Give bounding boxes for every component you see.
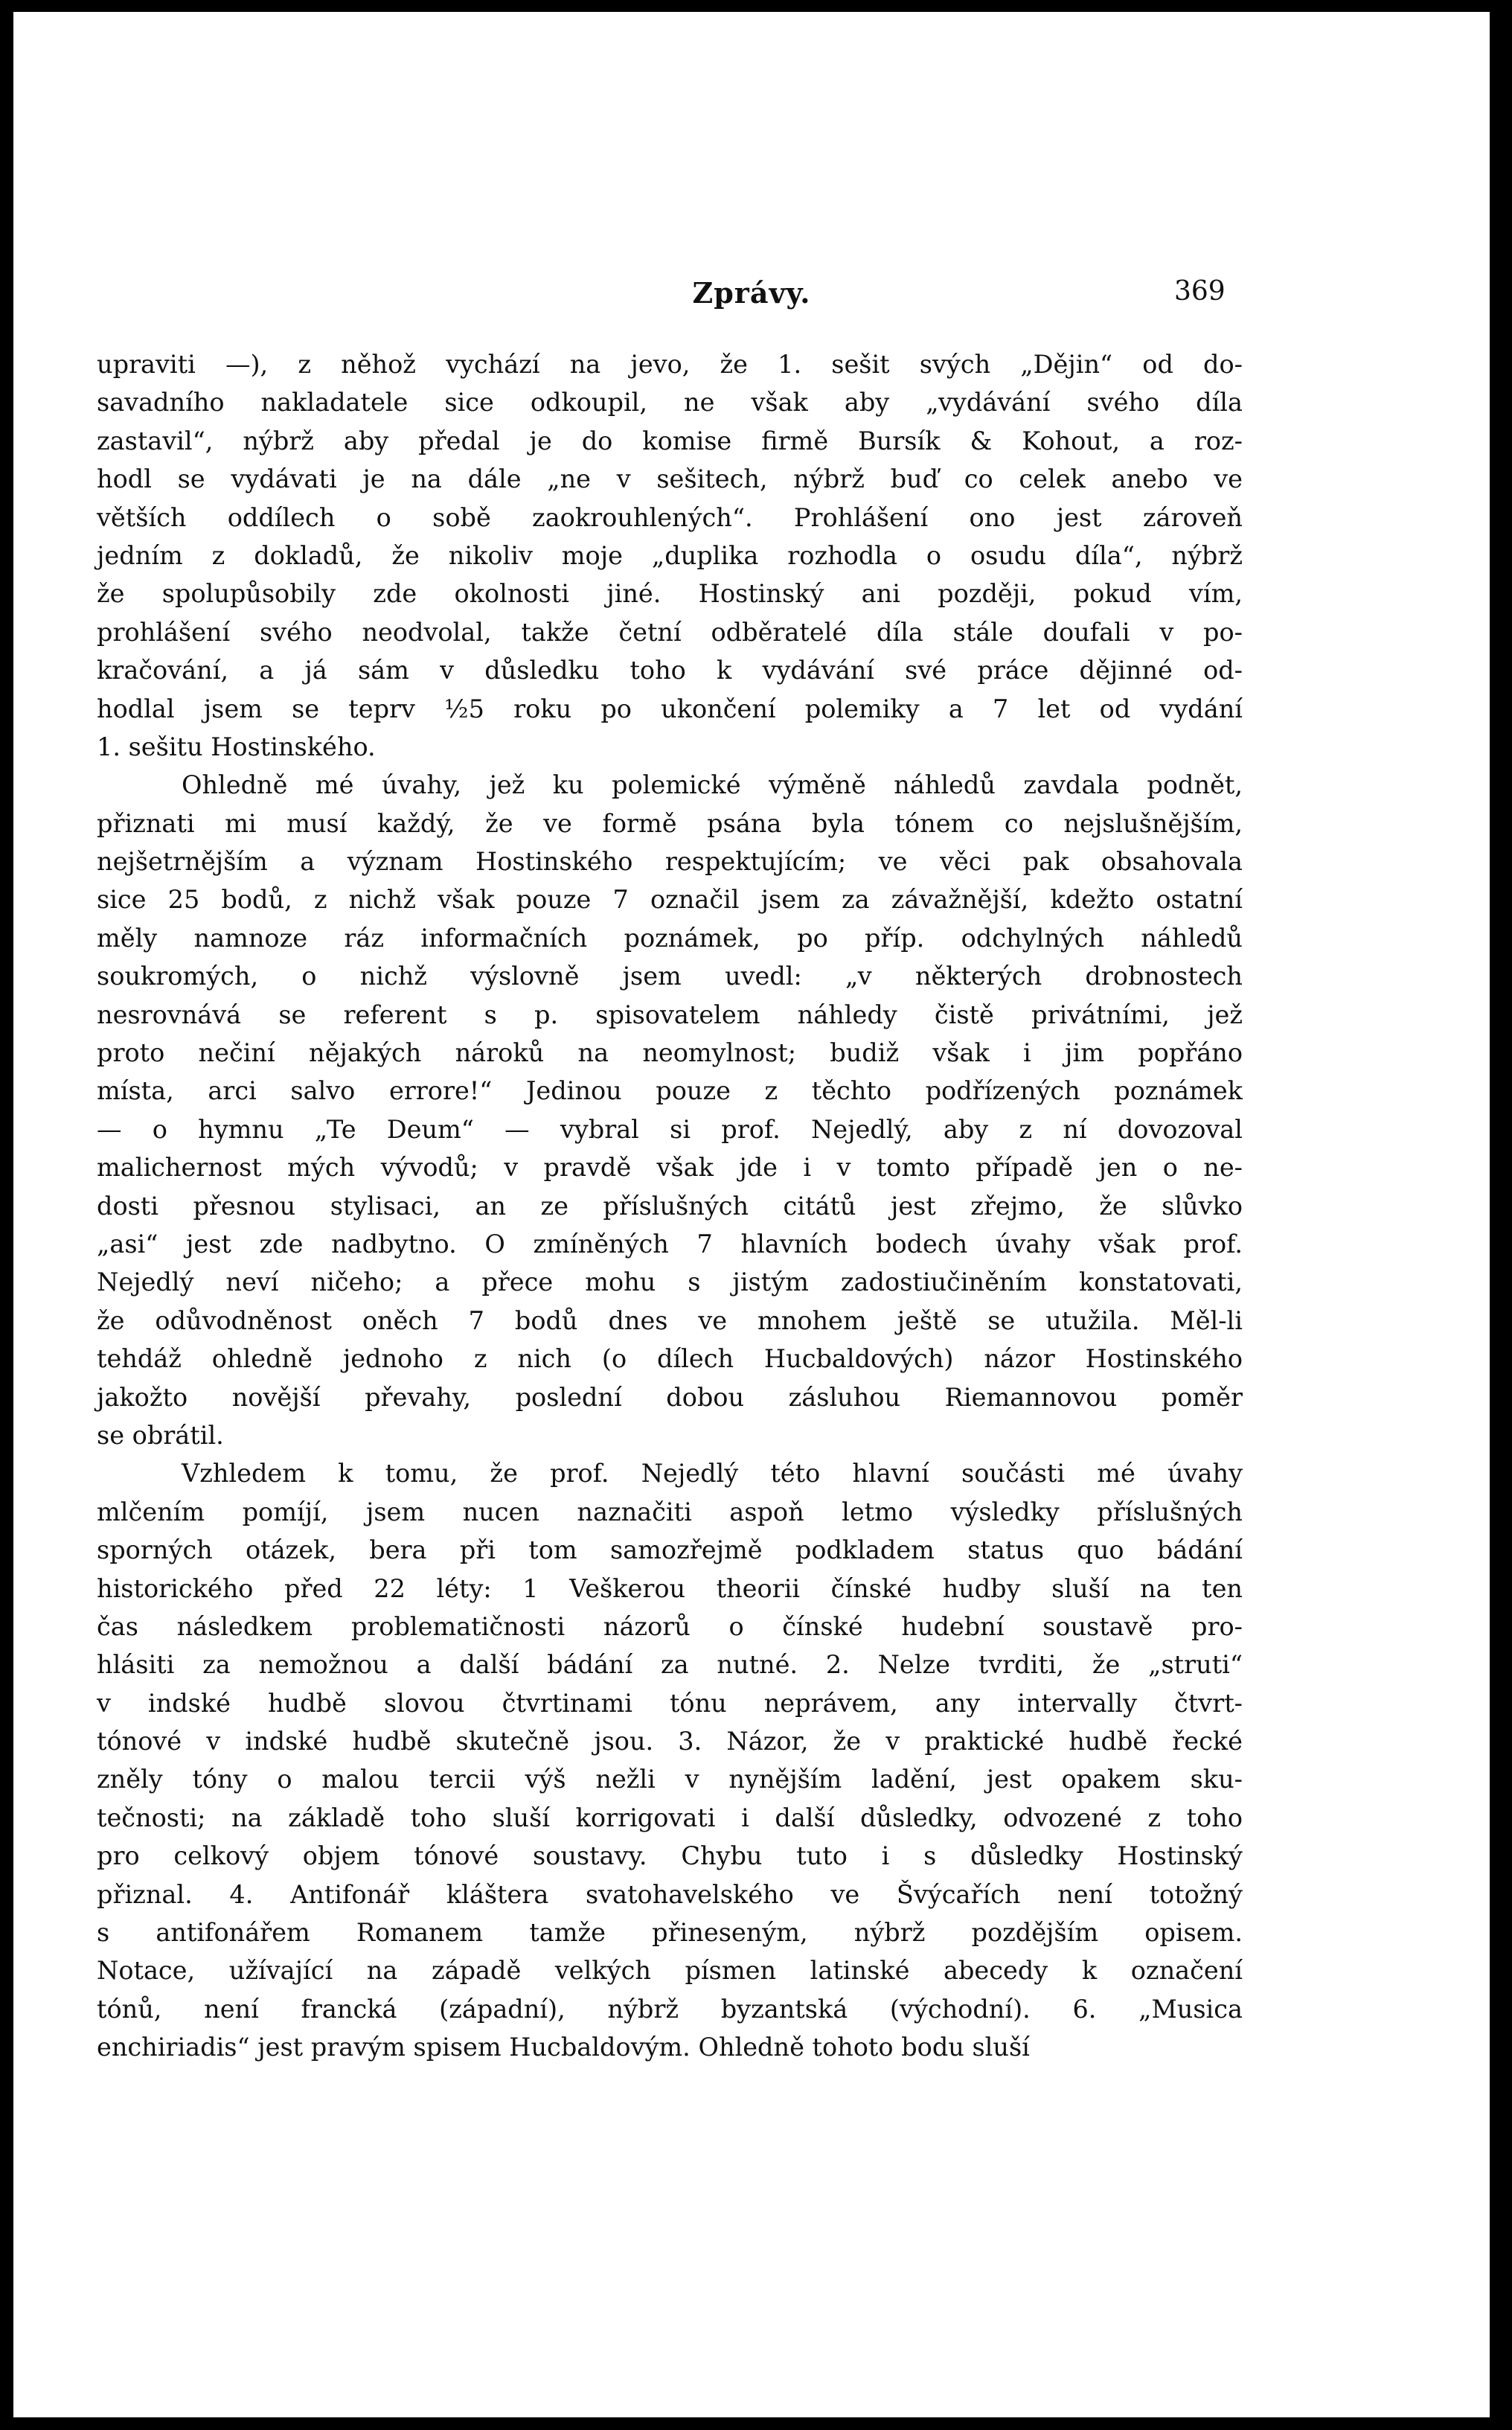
text-line: sice 25 bodů, z nichž však pouze 7 označil jsem za závažnější, kdežto ostatní: [97, 885, 1243, 915]
paragraph: [97, 1454, 1243, 2066]
text-line: místa, arci salvo errore!“ Jedinou pouze z těchto podřízených poznámek: [97, 1076, 1243, 1106]
running-header: [13, 276, 1490, 321]
page-number: 369: [1174, 276, 1226, 307]
text-line: malichernost mých vývodů; v pravdě však jde i v tomto případě jen o ne-: [97, 1153, 1243, 1183]
text-line: hodl se vydávati je na dále „ne v sešitech, nýbrž buď co celek anebo ve: [97, 464, 1243, 494]
text-line: zastavil“, nýbrž aby předal je do komise firmě Bursík & Kohout, a roz-: [97, 426, 1243, 455]
text-line: dosti přesnou stylisaci, an ze příslušných citátů jest zřejmo, že slůvko: [97, 1191, 1243, 1221]
text-line: hodlal jsem se teprv ½5 roku po ukončení polemiky a 7 let od vydání: [97, 694, 1243, 723]
text-line: „asi“ jest zde nadbytno. O zmíněných 7 hlavních bodech úvahy však prof.: [97, 1229, 1243, 1259]
section-title: Zprávy.: [692, 276, 811, 310]
text-line: sporných otázek, bera při tom samozřejmě podkladem status quo bádání: [97, 1535, 1243, 1565]
text-line: měly namnoze ráz informačních poznámek, po příp. odchylných náhledů: [97, 923, 1243, 953]
text-line: jakožto novější převahy, poslední dobou zásluhou Riemannovou poměr: [97, 1382, 1243, 1412]
text-line: že spolupůsobily zde okolnosti jiné. Hostinský ani později, pokud vím,: [97, 579, 1243, 609]
text-line: s antifonářem Romanem tamže přineseným, nýbrž pozdějším opisem.: [97, 1918, 1243, 1948]
text-line: zněly tóny o malou tercii výš nežli v nynějším ladění, jest opakem sku-: [97, 1765, 1243, 1794]
text-line: tehdáž ohledně jednoho z nich (o dílech Hucbaldových) názor Hostinského: [97, 1344, 1243, 1374]
text-line: nejšetrnějším a význam Hostinského respektujícím; ve věci pak obsahovala: [97, 847, 1243, 877]
text-line: kračování, a já sám v důsledku toho k vydávání své práce dějinné od-: [97, 656, 1243, 685]
text-line: enchiriadis“ jest pravým spisem Hucbaldovým. Ohledně tohoto bodu sluší: [97, 2033, 1030, 2062]
text-line: čas následkem problematičnosti názorů o čínské hudební soustavě pro-: [97, 1611, 1243, 1641]
text-line: Ohledně mé úvahy, jež ku polemické výměně náhledů zavdala podnět,: [182, 770, 1243, 800]
paragraph: [97, 766, 1243, 1454]
text-line: Vzhledem k tomu, že prof. Nejedlý této hlavní součásti mé úvahy: [182, 1459, 1243, 1489]
text-line: tečnosti; na základě toho sluší korrigovati i další důsledky, odvozené z toho: [97, 1803, 1243, 1832]
text-line: mlčením pomíjí, jsem nucen naznačiti aspoň letmo výsledky příslušných: [97, 1497, 1243, 1526]
text-line: tónové v indské hudbě skutečně jsou. 3. Názor, že v praktické hudbě řecké: [97, 1727, 1243, 1756]
text-line: historického před 22 léty: 1 Veškerou theorii čínské hudby sluší na ten: [97, 1573, 1243, 1603]
paragraph: [97, 345, 1243, 766]
text-line: Nejedlý neví ničeho; a přece mohu s jistým zadostiučiněním konstatovati,: [97, 1267, 1243, 1297]
text-line: — o hymnu „Te Deum“ — vybral si prof. Nejedlý, aby z ní dovozoval: [97, 1114, 1243, 1144]
text-line: jedním z dokladů, že nikoliv moje „duplika rozhodla o osudu díla“, nýbrž: [97, 540, 1243, 570]
text-line: přiznal. 4. Antifonář kláštera svatohavelského ve Švýcařích není totožný: [97, 1879, 1243, 1909]
text-line: nesrovnává se referent s p. spisovatelem náhledy čistě privátními, jež: [97, 1000, 1243, 1029]
text-line: 1. sešitu Hostinského.: [97, 732, 376, 761]
text-line: pro celkový objem tónové soustavy. Chybu tuto i s důsledky Hostinský: [97, 1841, 1243, 1871]
text-line: tónů, není francká (západní), nýbrž byzantská (východní). 6. „Musica: [97, 1994, 1243, 2024]
body-text: [97, 345, 1243, 2067]
text-line: proto nečiní nějakých nároků na neomylnost; budiž však i jim popřáno: [97, 1038, 1243, 1068]
text-line: přiznati mi musí každý, že ve formě psána byla tónem co nejslušnějším,: [97, 808, 1243, 838]
text-line: savadního nakladatele sice odkoupil, ne však aby „vydávání svého díla: [97, 388, 1243, 418]
text-line: v indské hudbě slovou čtvrtinami tónu neprávem, any intervally čtvrt-: [97, 1688, 1243, 1718]
text-line: Notace, užívající na západě velkých písmen latinské abecedy k označení: [97, 1956, 1243, 1986]
text-line: soukromých, o nichž výslovně jsem uvedl: „v některých drobnostech: [97, 962, 1243, 991]
text-line: větších oddílech o sobě zaokrouhlených“. Prohlášení ono jest zároveň: [97, 502, 1243, 532]
text-line: hlásiti za nemožnou a další bádání za nutné. 2. Nelze tvrditi, že „struti“: [97, 1650, 1243, 1680]
text-line: upraviti —), z něhož vychází na jevo, že 1. sešit svých „Dějin“ od do-: [97, 350, 1243, 379]
text-line: prohlášení svého neodvolal, takže četní odběratelé díla stále doufali v po-: [97, 617, 1243, 647]
text-line: že odůvodněnost oněch 7 bodů dnes ve mnohem ještě se utužila. Měl-li: [97, 1305, 1243, 1335]
book-page: [13, 12, 1490, 2417]
text-line: se obrátil.: [97, 1420, 224, 1450]
